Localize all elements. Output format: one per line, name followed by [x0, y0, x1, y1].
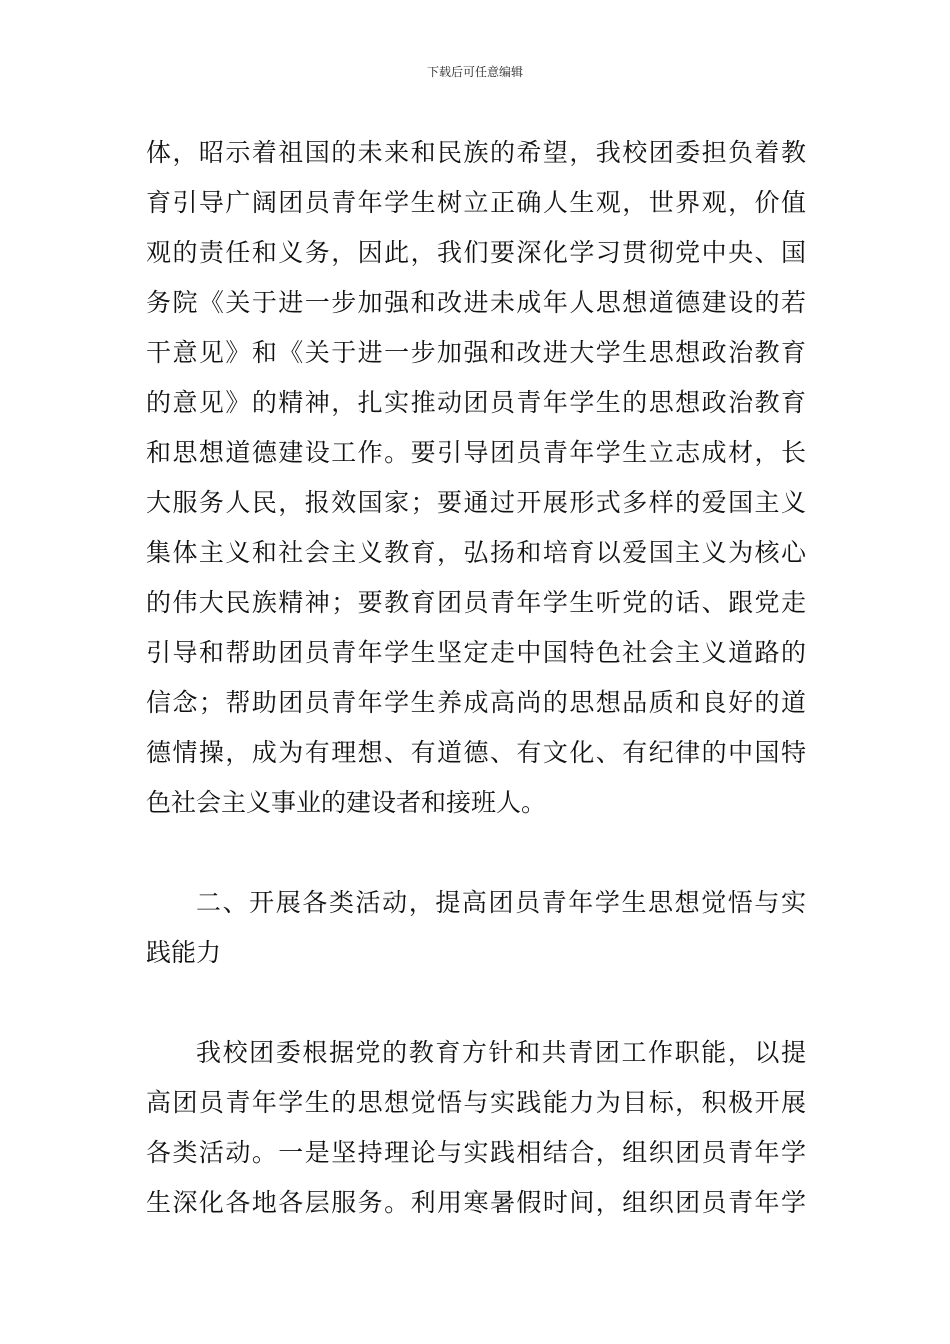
paragraph-line: 观的责任和义务，因此，我们要深化学习贯彻党中央、国 [146, 238, 806, 267]
section-heading [146, 878, 806, 978]
paragraph-line: 和思想道德建设工作。要引导团员青年学生立志成材，长 [146, 438, 806, 467]
paragraph-line: 干意见》和《关于进一步加强和改进大学生思想政治教育 [146, 338, 806, 367]
paragraph-line: 的伟大民族精神；要教育团员青年学生听党的话、跟党走 [146, 588, 806, 617]
paragraph-line: 的意见》的精神，扎实推动团员青年学生的思想政治教育 [146, 388, 806, 417]
paragraph-activities [146, 1028, 806, 1228]
paragraph-line: 务院《关于进一步加强和改进未成年人思想道德建设的若 [146, 288, 806, 317]
paragraph-education [146, 128, 806, 828]
paragraph-line: 大服务人民，报效国家；要通过开展形式多样的爱国主义 [146, 488, 806, 517]
page-header: 下载后可任意编辑 [426, 65, 523, 79]
document-body [146, 128, 806, 1228]
paragraph-line: 高团员青年学生的思想觉悟与实践能力为目标，积极开展 [146, 1088, 806, 1117]
paragraph-line: 生深化各地各层服务。利用寒暑假时间，组织团员青年学 [146, 1188, 806, 1217]
paragraph-line: 我校团委根据党的教育方针和共青团工作职能，以提 [196, 1038, 806, 1067]
paragraph-line: 信念；帮助团员青年学生养成高尚的思想品质和良好的道 [146, 688, 806, 717]
paragraph-line: 引导和帮助团员青年学生坚定走中国特色社会主义道路的 [146, 638, 806, 667]
paragraph-line: 德情操，成为有理想、有道德、有文化、有纪律的中国特 [146, 738, 806, 767]
paragraph-line: 集体主义和社会主义教育，弘扬和培育以爱国主义为核心 [146, 538, 806, 567]
paragraph-spacer [146, 828, 806, 878]
paragraph-line: 色社会主义事业的建设者和接班人。 [146, 788, 547, 817]
heading-line: 践能力 [146, 938, 222, 967]
paragraph-line: 各类活动。一是坚持理论与实践相结合，组织团员青年学 [146, 1138, 806, 1167]
paragraph-spacer [146, 978, 806, 1028]
paragraph-line: 体，昭示着祖国的未来和民族的希望，我校团委担负着教 [146, 138, 806, 167]
heading-line: 二、开展各类活动，提高团员青年学生思想觉悟与实 [196, 888, 806, 917]
paragraph-line: 育引导广阔团员青年学生树立正确人生观，世界观，价值 [146, 188, 806, 217]
